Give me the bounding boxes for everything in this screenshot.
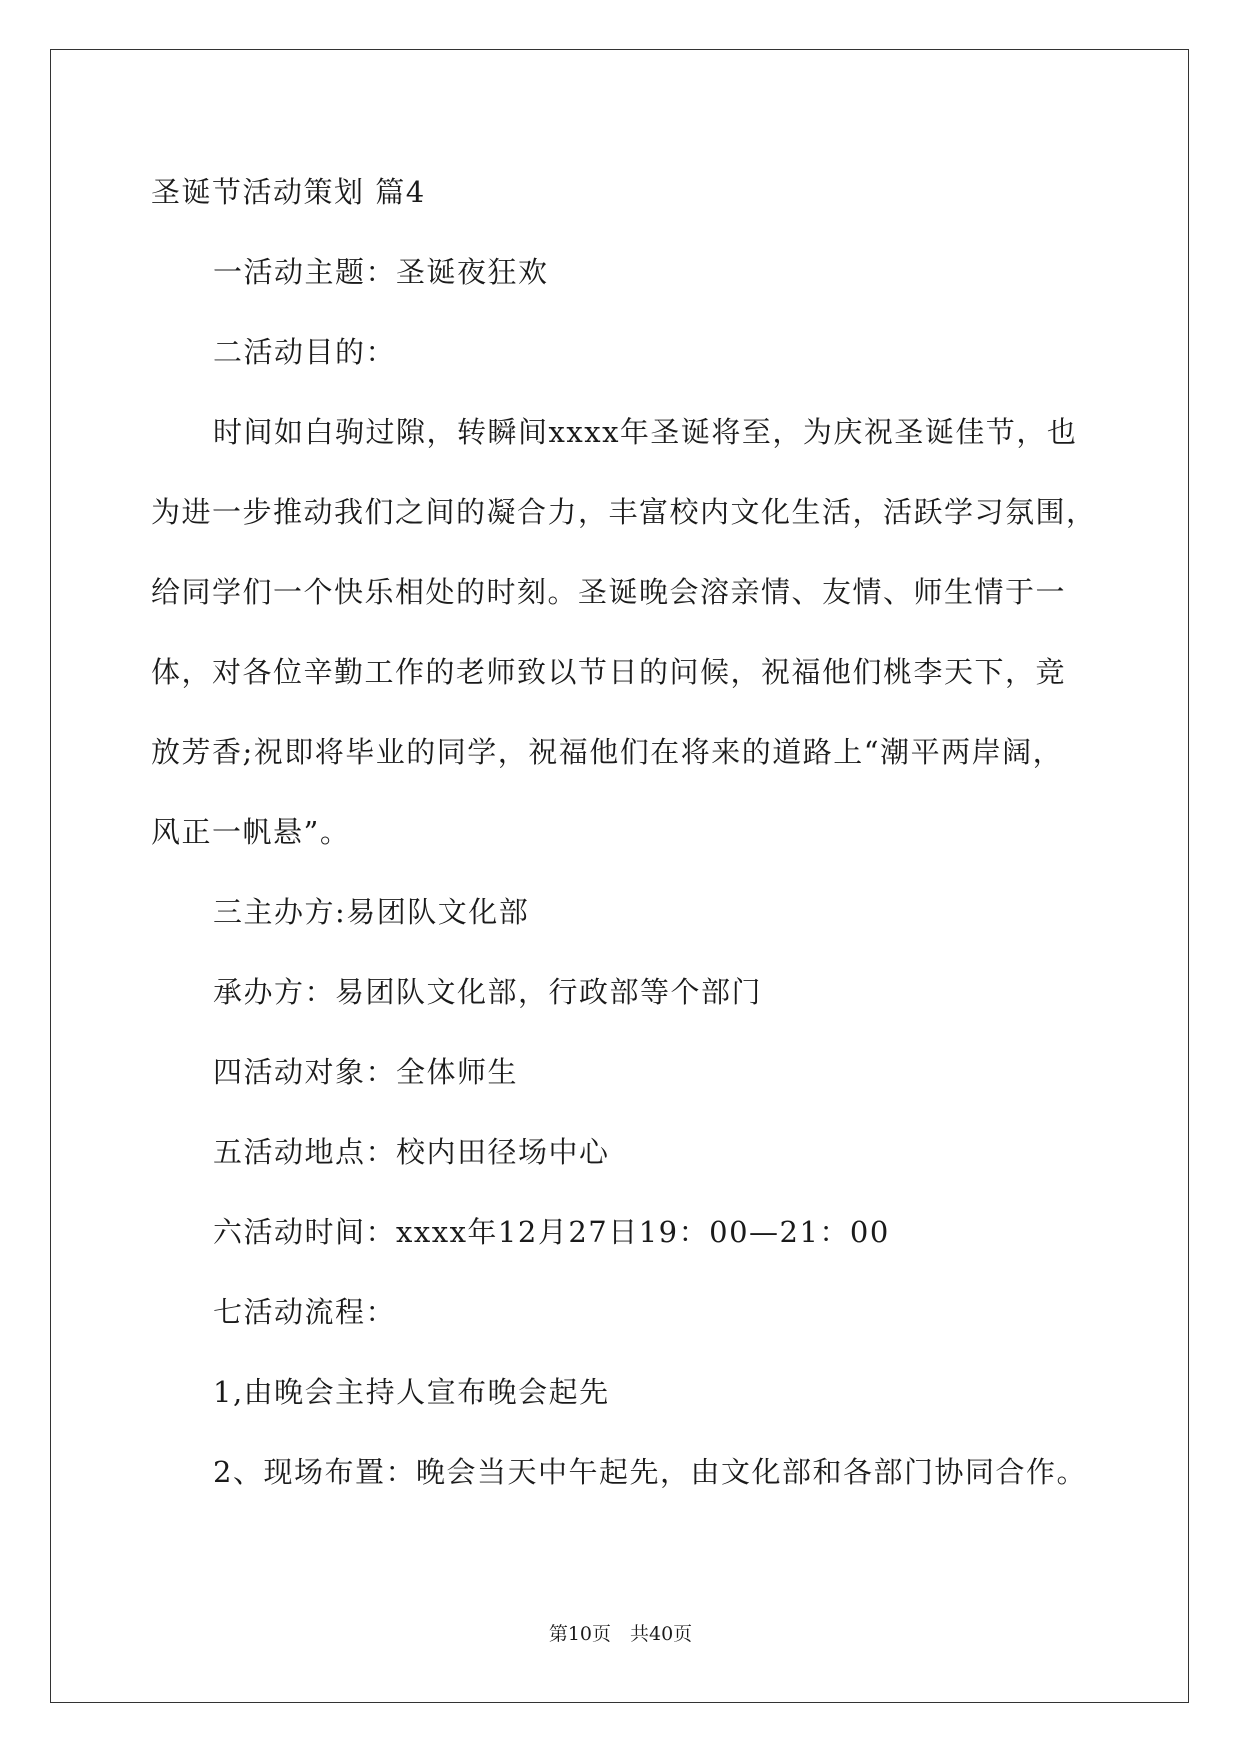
paragraph-line: 六活动时间：xxxx年12月27日19：00—21：00	[213, 1215, 890, 1249]
paragraph-line: 放芳香;祝即将毕业的同学，祝福他们在将来的道路上“潮平两岸阔，	[151, 735, 1064, 769]
paragraph-line: 为进一步推动我们之间的凝合力，丰富校内文化生活，活跃学习氛围，	[151, 495, 1097, 529]
paragraph-line: 时间如白驹过隙，转瞬间xxxx年圣诞将至，为庆祝圣诞佳节，也	[213, 415, 1078, 449]
paragraph-line: 三主办方:易团队文化部	[213, 895, 530, 929]
paragraph-line: 风正一帆悬”。	[151, 815, 351, 849]
paragraph-line: 承办方：易团队文化部，行政部等个部门	[213, 975, 763, 1009]
page-number-footer: 第10页 共40页	[548, 1623, 693, 1645]
document-title: 圣诞节活动策划 篇4	[151, 175, 426, 209]
paragraph-line: 七活动流程：	[213, 1295, 397, 1329]
paragraph-line: 体，对各位辛勤工作的老师致以节日的问候，祝福他们桃李天下，竞	[151, 655, 1067, 689]
paragraph-line: 一活动主题：圣诞夜狂欢	[213, 255, 549, 289]
paragraph-line: 2、现场布置：晚会当天中午起先，由文化部和各部门协同合作。	[213, 1455, 1087, 1489]
paragraph-line: 二活动目的：	[213, 335, 397, 369]
paragraph-line: 给同学们一个快乐相处的时刻。圣诞晚会溶亲情、友情、师生情于一	[151, 575, 1067, 609]
paragraph-line: 四活动对象：全体师生	[213, 1055, 519, 1089]
paragraph-line: 五活动地点：校内田径场中心	[213, 1135, 610, 1169]
paragraph-line: 1,由晚会主持人宣布晚会起先	[213, 1375, 610, 1409]
